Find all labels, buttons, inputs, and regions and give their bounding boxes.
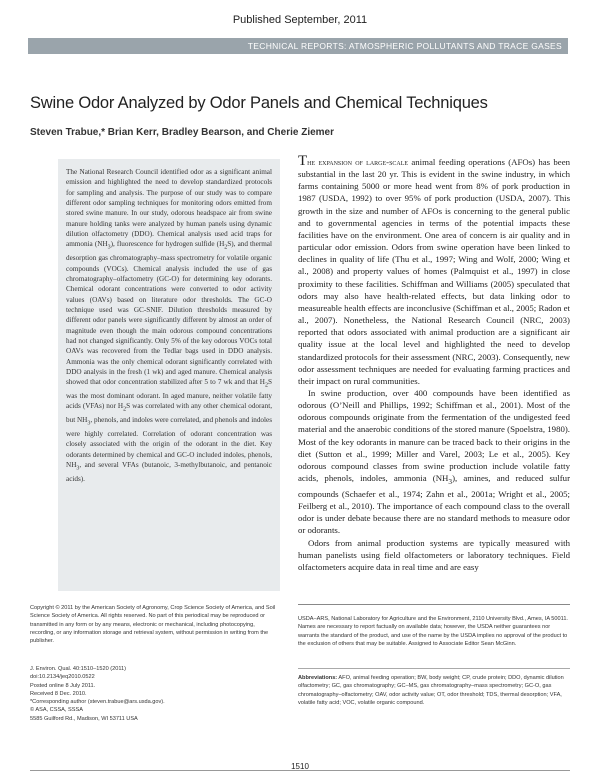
abstract-text: , phenols, and indoles were correlated, and phenols and indoles were highly correlated. Correlation of odorant concentration was closely associated with the origin of the odorant in the diet. Key odorants determined by chemical and GC-O included indoles, phenols, NH [66,416,273,470]
abstract-text: ), fluorescence for hydrogen sulfide (H [110,240,225,249]
abstract-text: S was correlated with any other chemical odorant, but NH [66,402,272,425]
abstract-text: The National Research Council identified odor as a significant animal emission and highlighted the need to develop standardized protocols for sampling and analysis. The purpose of our study was to compare different odor sampling techniques for monitoring odors emitted from stored swine manure. In our study, odorous headspace air from swine manure holding tanks were analyzed by human panels using dynamic dilution olfactometry (DDO). Chemical analysis used acid traps for ammonia (NH [66,168,272,249]
drop-cap: T [298,153,308,169]
abstract-sub: 2 [224,244,228,251]
divider [298,604,570,605]
citation-line: 5585 Guilford Rd., Madison, WI 53711 USA [30,715,138,722]
abstract-box [58,159,280,591]
paragraph-sub: 3 [448,476,453,486]
copyright-notice: Copyright © 2011 by the American Society of Agronomy, Crop Science Society of America, and Soil Science Society of America. All rights reserved. No part of this periodical may be reproduced or transmitted in any form or by any means, electronic or mechanical, including photocopying, recording, or any information storage and retrieval system, without permission in writing from the publisher. [30,605,276,645]
doi-link[interactable]: doi:10.2134/jeq2010.0522 [30,674,95,681]
citation-line: J. Environ. Qual. 40:1510–1520 (2011) [30,666,126,672]
affiliation-note: USDA–ARS, National Laboratory for Agriculture and the Environment, 2110 University Blvd., Ames, IA 50011. Names are necessary to report factually on available data; however, the USDA neither guarantees nor warrants the standard of the product, and use of the name by the USDA implies no approval of the product to the exclusion of others that may be suitable. Assigned to Associate Editor Sean McGinn. [298,616,568,648]
citation-line: Received 8 Dec. 2010. [30,690,87,697]
abstract-text: , and several VFAs (butanoic, 3-methylbutanoic, and pentanoic acids). [66,461,272,483]
abstract-text: S), and thermal desorption gas chromatography–mass spectrometry for volatile organic compounds (VOCs). Chemical analysis included the use of gas chromatography–olfactometry (GC-O) for determining key odorants. Chemical odorant concentrations were converted to odor activity values (OAVs) based on literature odor thresholds. The GC-O technique used was GC-SNIF. Dilution thresholds measured by different odor panels were significantly different by almost an order of magnitude even though the main odorous compound concentrations had not changed significantly. Only 5% of the key odorous VOCs total OAVs was recovered from the Tedlar bags used in DDO analysis. Ammonia was the only chemical odorant significantly correlated with DDO analysis in the fresh (1 wk) and aged manure. Chemical analysis showed that odor concentration stabilized after 5 to 7 wk and that H [66,240,272,387]
paragraph-text: animal feeding operations (AFOs) has been substantial in the last 20 yr. This is evident in the swine industry, in which farms containing 5000 or more head went from 8% of pork production in 1987 (USDA, 1992) to over 95% of pork production (USDA, 2007). This growth in the size and number of AFOs is concerning to the general public and to governmental agencies in terms of the potential impacts these facilities have on the environment. One area of concern is air quality and in particular odor emission. Odors from swine operation have been linked to declines in quality of life (Thu et al., 1997; Wing and Wolf, 2000; Wing et al., 2008) and property values of homes (Palmquist et al., 1997) in close proximity to these facilities. Schiffman and Williams (2005) speculated that odors may also have health-related effects, but data linking odor to measureable health effects are inconclusive (Schiffman et al., 2005; Radon et al., 2007). Nonetheless, the National Research Council (NRC, 2003) reported that odors associated with animal production are a significant air quality issue at the local level and highlighted the need to develop standardized protocols for their assessment (NRC, 2003). Consequently, new odor assessment techniques are needed for evaluating farming practices and their impact on rural communities. [298,157,570,386]
abbreviations-text: AFO, animal feeding operation; BW, body weight; CP, crude protein; DDO, dynamic dilution olfactometry; GC, gas chromatography; GC–MS, gas chromatography–mass spectrometry; GC-O, gas chromatography–olfactometry; OAV, odor activity value; OT, odor threshold; TDS, thermal desorption; VFA, volatile fatty acid; VOC, volatile organic compound. [298,675,564,707]
body-paragraph [298,153,570,387]
body-paragraph: Odors from animal production systems are typically measured with human panelists using field olfactometers or laboratory techniques. Field olfactometers acquire data in real time and are easy [298,537,570,572]
abstract-sub: 2 [265,382,268,389]
citation-line: Posted online 8 July 2011. [30,682,96,689]
paragraph-text: In swine production, over 400 compounds have been identified as odorous (O’Neill and Phillips, 1992; Schiffman et al., 2001). Most of the odorous compounds originate from the fermentation of the undigested feed material and the anaerobic conditions of the stored manure (Spoelstra, 1980). Most of the key odorants in manure can be traced back to their origins in the diet (Sutton et al., 1999; Miller and Varel, 2003; Le et al., 2005). Key odorous compound classes from swine production include volatile fatty acids, phenols, indoles, ammonia (NH [298,387,570,484]
body-text [298,153,570,573]
corresponding-author[interactable]: *Corresponding author (steven.trabue@ars.usda.gov). [30,699,165,706]
lead-small-caps: he expansion of large-scale [307,157,409,167]
published-date: Published September, 2011 [232,14,368,26]
body-paragraph [298,387,570,537]
page-number: 1510 [291,762,309,771]
abstract-sub: 3 [76,465,80,472]
citation-line: © ASA, CSSA, SSSA [30,707,83,714]
divider [298,668,570,669]
abstract-sub: 3 [107,244,111,251]
article-authors: Steven Trabue,* Brian Kerr, Bradley Bearson, and Cherie Ziemer [30,127,335,138]
abstract-text: S was the most dominant odorant. In aged manure, neither volatile fatty acids (VFAs) nor H [66,378,272,411]
citation-block [30,665,280,723]
paragraph-text: ), amines, and reduced sulfur compounds (Schaefer et al., 1974; Zahn et al., 2001a; Wright et al., 2005; Feilberg et al., 2010). The importance of each compound class to the overall odor is under debate because there are no standard methods to measure odor or odorants. [298,473,570,536]
abstract-sub: 3 [87,420,91,427]
article-title: Swine Odor Analyzed by Odor Panels and Chemical Techniques [30,94,488,112]
section-band: TECHNICAL REPORTS: ATMOSPHERIC POLLUTANTS AND TRACE GASES [28,38,568,54]
abbreviations-label: Abbreviations: [298,675,338,681]
abbreviations-note [298,674,570,707]
abstract-sub: 2 [123,406,127,413]
